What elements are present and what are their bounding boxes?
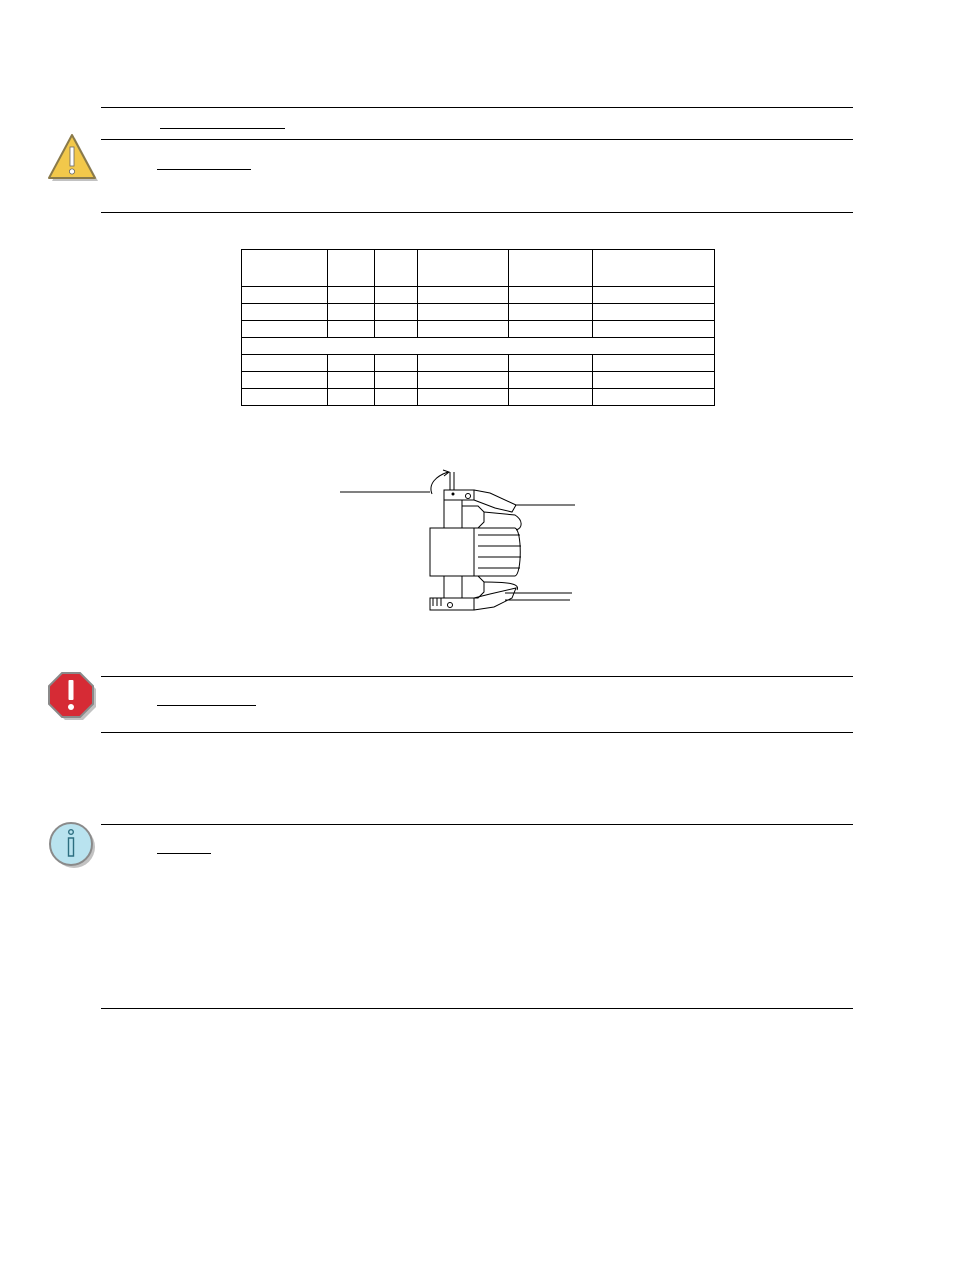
warning-top-rule [101, 676, 853, 677]
table-cell [242, 355, 328, 372]
table-cell [509, 321, 593, 338]
table-cell [418, 321, 509, 338]
note-info-icon [47, 820, 97, 870]
note-label-underline [157, 853, 211, 854]
table-cell [418, 287, 509, 304]
table-cell [509, 355, 593, 372]
central-body [430, 528, 474, 576]
table-cell [418, 304, 509, 321]
table-cell [242, 389, 328, 406]
table-cell [375, 355, 418, 372]
table-cell [593, 304, 715, 321]
table-cell [509, 304, 593, 321]
table-cell [242, 304, 328, 321]
table-row [242, 304, 715, 321]
table-header-cell [242, 250, 328, 287]
bottom-handle [474, 588, 516, 610]
warning-label-underline [157, 705, 256, 706]
table-cell [242, 287, 328, 304]
table-cell [593, 321, 715, 338]
table-cell [509, 389, 593, 406]
caution-bottom-rule [101, 212, 853, 213]
warning-bottom-rule [101, 732, 853, 733]
table-cell [328, 355, 375, 372]
table-header-row [242, 250, 715, 287]
table-row [242, 287, 715, 304]
caution-top-rule [101, 139, 853, 140]
table-cell [509, 372, 593, 389]
table-cell [418, 355, 509, 372]
table-row [242, 321, 715, 338]
table-cell [328, 287, 375, 304]
table-header-cell [418, 250, 509, 287]
table-cell [328, 321, 375, 338]
table-cell [593, 372, 715, 389]
table-cell [418, 389, 509, 406]
table-header-cell [593, 250, 715, 287]
table-cell [375, 389, 418, 406]
table-header-cell [328, 250, 375, 287]
table-cell [593, 389, 715, 406]
table-header-cell [509, 250, 593, 287]
table-cell [375, 287, 418, 304]
table-cell [375, 304, 418, 321]
bottom-screw [448, 603, 453, 608]
table-cell [593, 355, 715, 372]
table-row [242, 389, 715, 406]
table-span-row [242, 338, 715, 355]
table-cell [593, 287, 715, 304]
table-cell [242, 372, 328, 389]
table-cell [328, 304, 375, 321]
fixture-diagram [330, 460, 590, 620]
section-heading-underline [160, 128, 285, 129]
table-cell [242, 321, 328, 338]
spec-table [241, 249, 715, 406]
table-row [242, 355, 715, 372]
caution-label-underline [157, 169, 251, 170]
table-header-cell [375, 250, 418, 287]
table-cell [418, 372, 509, 389]
table-cell [375, 321, 418, 338]
top-screw [466, 494, 471, 499]
table-cell [375, 372, 418, 389]
table-row [242, 372, 715, 389]
note-top-rule [101, 824, 853, 825]
table-cell [328, 389, 375, 406]
table-span-cell [242, 338, 715, 355]
note-bottom-rule [101, 1008, 853, 1009]
table-cell [509, 287, 593, 304]
table-cell [328, 372, 375, 389]
top-rule [101, 107, 853, 108]
warning-octagon-icon [47, 670, 99, 720]
caution-triangle-icon [47, 133, 99, 183]
